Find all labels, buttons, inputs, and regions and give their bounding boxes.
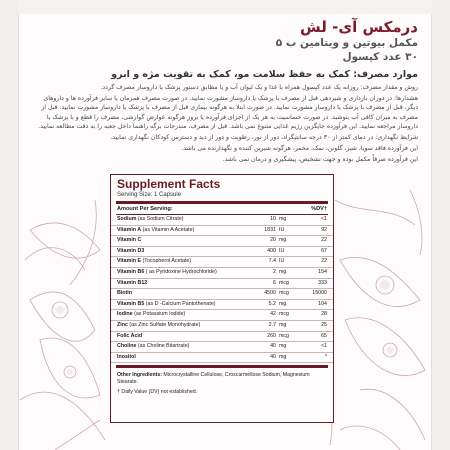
- nutrient-unit: IU: [279, 226, 285, 233]
- nutrient-name: [117, 279, 254, 289]
- nutrient-name: [117, 257, 254, 267]
- nutrient-unit: IU: [279, 247, 285, 254]
- nutrient-amount: 400: [267, 247, 276, 254]
- nutrient-unit: mg: [279, 353, 287, 360]
- nutrient-unit: mg: [279, 268, 287, 275]
- nutrient-dv: 25: [321, 321, 327, 328]
- nutrient-form: (as Vitamin A Acetate): [142, 226, 195, 233]
- nutrient-name: [117, 353, 254, 363]
- nutrient-form: ( as Pyridoxine Hydrochloride): [145, 268, 217, 275]
- usage-indications: موارد مصرف: کمک به حفظ سلامت مو، کمک به تقویت مژه و ابرو: [111, 69, 418, 80]
- nutrient-row: [111, 289, 333, 300]
- nutrient-unit: mcg: [279, 290, 290, 297]
- nutrient-dv: 65: [321, 332, 327, 339]
- nutrient-dv: *: [324, 353, 327, 360]
- nutrient-label: Vitamin B12: [117, 279, 148, 286]
- nutrient-label: Vitamin E: [117, 258, 142, 265]
- nutrient-row: [111, 215, 333, 226]
- persian-label-text: [38, 18, 418, 165]
- nutrient-form: (as Potassium Iodide): [134, 311, 186, 318]
- nutrient-label: Zinc: [117, 321, 128, 328]
- daily-value-note: † Daily Value (DV) not established.: [117, 389, 198, 396]
- nutrient-label: Vitamin C: [117, 237, 142, 244]
- nutrient-rows: [111, 215, 333, 363]
- nutrient-label: Inositol: [117, 353, 136, 360]
- nutrient-unit: mg: [279, 216, 287, 222]
- nutrient-dv: 22: [321, 258, 327, 265]
- nutrient-row: [111, 342, 333, 353]
- product-title: درمکس آی- لش: [300, 18, 418, 36]
- nutrient-label: Vitamin B6: [117, 268, 145, 275]
- amount-per-serving-header: Amount Per Serving:: [117, 206, 173, 212]
- nutrient-amount: 42: [270, 311, 276, 318]
- nutrient-row: [111, 247, 333, 258]
- nutrient-name: [117, 226, 254, 236]
- nutrient-dv: 104: [318, 300, 327, 307]
- nutrient-amount: 260: [267, 332, 276, 339]
- nutrient-label: Vitamin B5: [117, 300, 145, 307]
- nutrient-unit: mg: [279, 343, 287, 350]
- nutrient-label: Biotin: [117, 290, 133, 297]
- nutrient-row: [111, 279, 333, 290]
- nutrient-amount: 5.2: [268, 300, 276, 307]
- nutrient-form: (as Zinc Sulfate Monohydrate): [129, 321, 201, 328]
- nutrient-dv: 92: [321, 226, 327, 233]
- dv-header: %DV†: [311, 206, 327, 212]
- nutrient-unit: mg: [279, 237, 287, 244]
- nutrient-form: (as D -Calcium Pantothenate): [145, 300, 216, 307]
- nutrient-label: Choline: [117, 343, 137, 350]
- nutrient-amount: 2: [273, 268, 276, 275]
- nutrient-dv: 67: [321, 247, 327, 254]
- nutrient-dv: 333: [318, 279, 327, 286]
- nutrient-row: [111, 353, 333, 364]
- divider-thick-bottom: [116, 365, 328, 368]
- nutrient-unit: mcg: [279, 279, 290, 286]
- nutrient-row: [111, 310, 333, 321]
- nutrient-form: (Tocopherol Acetate): [142, 258, 192, 265]
- nutrient-form: (as Sodium Citrate): [137, 216, 184, 222]
- supplement-note-paragraph: این فرآورده صرفاً مکمل بوده و جهت تشخیص، پیشگیری و درمان نمی باشد.: [222, 156, 418, 164]
- nutrient-amount: 7.4: [268, 258, 276, 265]
- nutrient-amount: 4500: [264, 290, 276, 297]
- nutrient-name: [117, 236, 254, 246]
- nutrient-unit: mcg: [279, 332, 290, 339]
- nutrient-label: Vitamin A: [117, 226, 142, 233]
- nutrient-dv: <1: [320, 216, 327, 222]
- storage-paragraph: شرایط نگهداری: در دمای کمتر از ۳۰ درجه سانتیگراد، دور از نور، رطوبت و دور از دید و دسترس کودکان نگهداری نمایید.: [110, 134, 418, 142]
- nutrient-unit: mcg: [279, 311, 290, 318]
- nutrient-label: Folic Acid: [117, 332, 143, 339]
- facts-header-row: [111, 205, 333, 214]
- nutrient-name: [117, 289, 254, 299]
- nutrient-name: [117, 247, 254, 257]
- nutrient-row: [111, 321, 333, 332]
- serving-size: Serving Size: 1 Capsule: [117, 192, 182, 198]
- supplement-facts-title: Supplement Facts: [117, 177, 221, 191]
- nutrient-dv: 15000: [312, 290, 327, 297]
- free-from-paragraph: این فرآورده فاقد سویا، شیر، گلوتن، نمک، مخمر، هرگونه شیرین کننده و نگهدارنده می باشد.: [181, 145, 418, 153]
- product-subtitle: مکمل بیوتین و ویتامین ب ۵: [275, 37, 418, 49]
- supplement-facts-panel: [110, 174, 334, 423]
- other-ingredients: [111, 369, 333, 386]
- nutrient-amount: 40: [270, 353, 276, 360]
- other-ingredients-text: Microcrystalline Cellulose, Croscarmellose Sodium, Magnesium Stearate.: [117, 372, 310, 386]
- nutrient-unit: mg: [279, 321, 287, 328]
- nutrient-label: Sodium: [117, 216, 137, 222]
- divider-thick: [116, 201, 328, 204]
- nutrient-name: [117, 332, 254, 342]
- nutrient-row: [111, 257, 333, 268]
- nutrient-row: [111, 236, 333, 247]
- nutrient-row: [111, 300, 333, 311]
- nutrient-dv: 22: [321, 237, 327, 244]
- nutrient-name: [117, 310, 254, 320]
- nutrient-name: [117, 342, 254, 352]
- other-ingredients-label: Other Ingredients:: [117, 372, 162, 379]
- nutrient-amount: 1831: [264, 226, 276, 233]
- dosage-paragraph: روش و مقدار مصرف: روزانه یک عدد کپسول همراه با غذا و یک لیوان آب و یا مطابق دستور پزشک یا داروساز مصرف گردد.: [100, 84, 418, 91]
- nutrient-row: [111, 268, 333, 279]
- nutrient-dv: <1: [320, 343, 327, 350]
- warnings-paragraph: هشدارها: در دوران بارداری و شیردهی قبل از مصرف با پزشک یا داروساز مشورت نمایید. در صورت مصرف همزمان با سایر فرآورده ها و داروهای دیگر، قبل از مصرف با پزشک یا داروساز مشورت نمایید. در صورت ابتلا به هرگونه بیماری قبل از مصرف با پزشک یا داروساز مشورت نمایید. قبل از مصرف به میزان کافی آب بنوشید. در صورت حساسیت به هر یک از اجزای فرآورده یا بروز هرگونه عوارض گوارشی، مصرف را قطع و با پزشک یا داروساز مراجعه نمایید. این فرآورده جایگزین رژیم غذایی متنوع نمی باشد. قبل از مصرف، مندرجات برگه راهنما داخل جعبه را به دقت مطالعه نمایید.: [38, 95, 418, 130]
- capsule-count: ۳۰ عدد کپسول: [342, 51, 418, 63]
- nutrient-form: (as Choline Bitartrate): [137, 343, 190, 350]
- nutrient-name: [117, 300, 254, 310]
- nutrient-unit: mg: [279, 300, 287, 307]
- nutrient-name: [117, 321, 254, 331]
- nutrient-dv: 154: [318, 268, 327, 275]
- nutrient-label: Vitamin D3: [117, 247, 145, 254]
- nutrient-name: [117, 215, 254, 225]
- nutrient-amount: 10: [270, 216, 276, 222]
- nutrient-row: [111, 332, 333, 343]
- nutrient-amount: 20: [270, 237, 276, 244]
- nutrient-amount: 40: [270, 343, 276, 350]
- nutrient-name: [117, 268, 254, 278]
- nutrient-dv: 28: [321, 311, 327, 318]
- nutrient-unit: IU: [279, 258, 285, 265]
- nutrient-amount: 6: [273, 279, 276, 286]
- nutrient-label: Iodine: [117, 311, 133, 318]
- nutrient-amount: 2.7: [268, 321, 276, 328]
- nutrient-row: [111, 226, 333, 237]
